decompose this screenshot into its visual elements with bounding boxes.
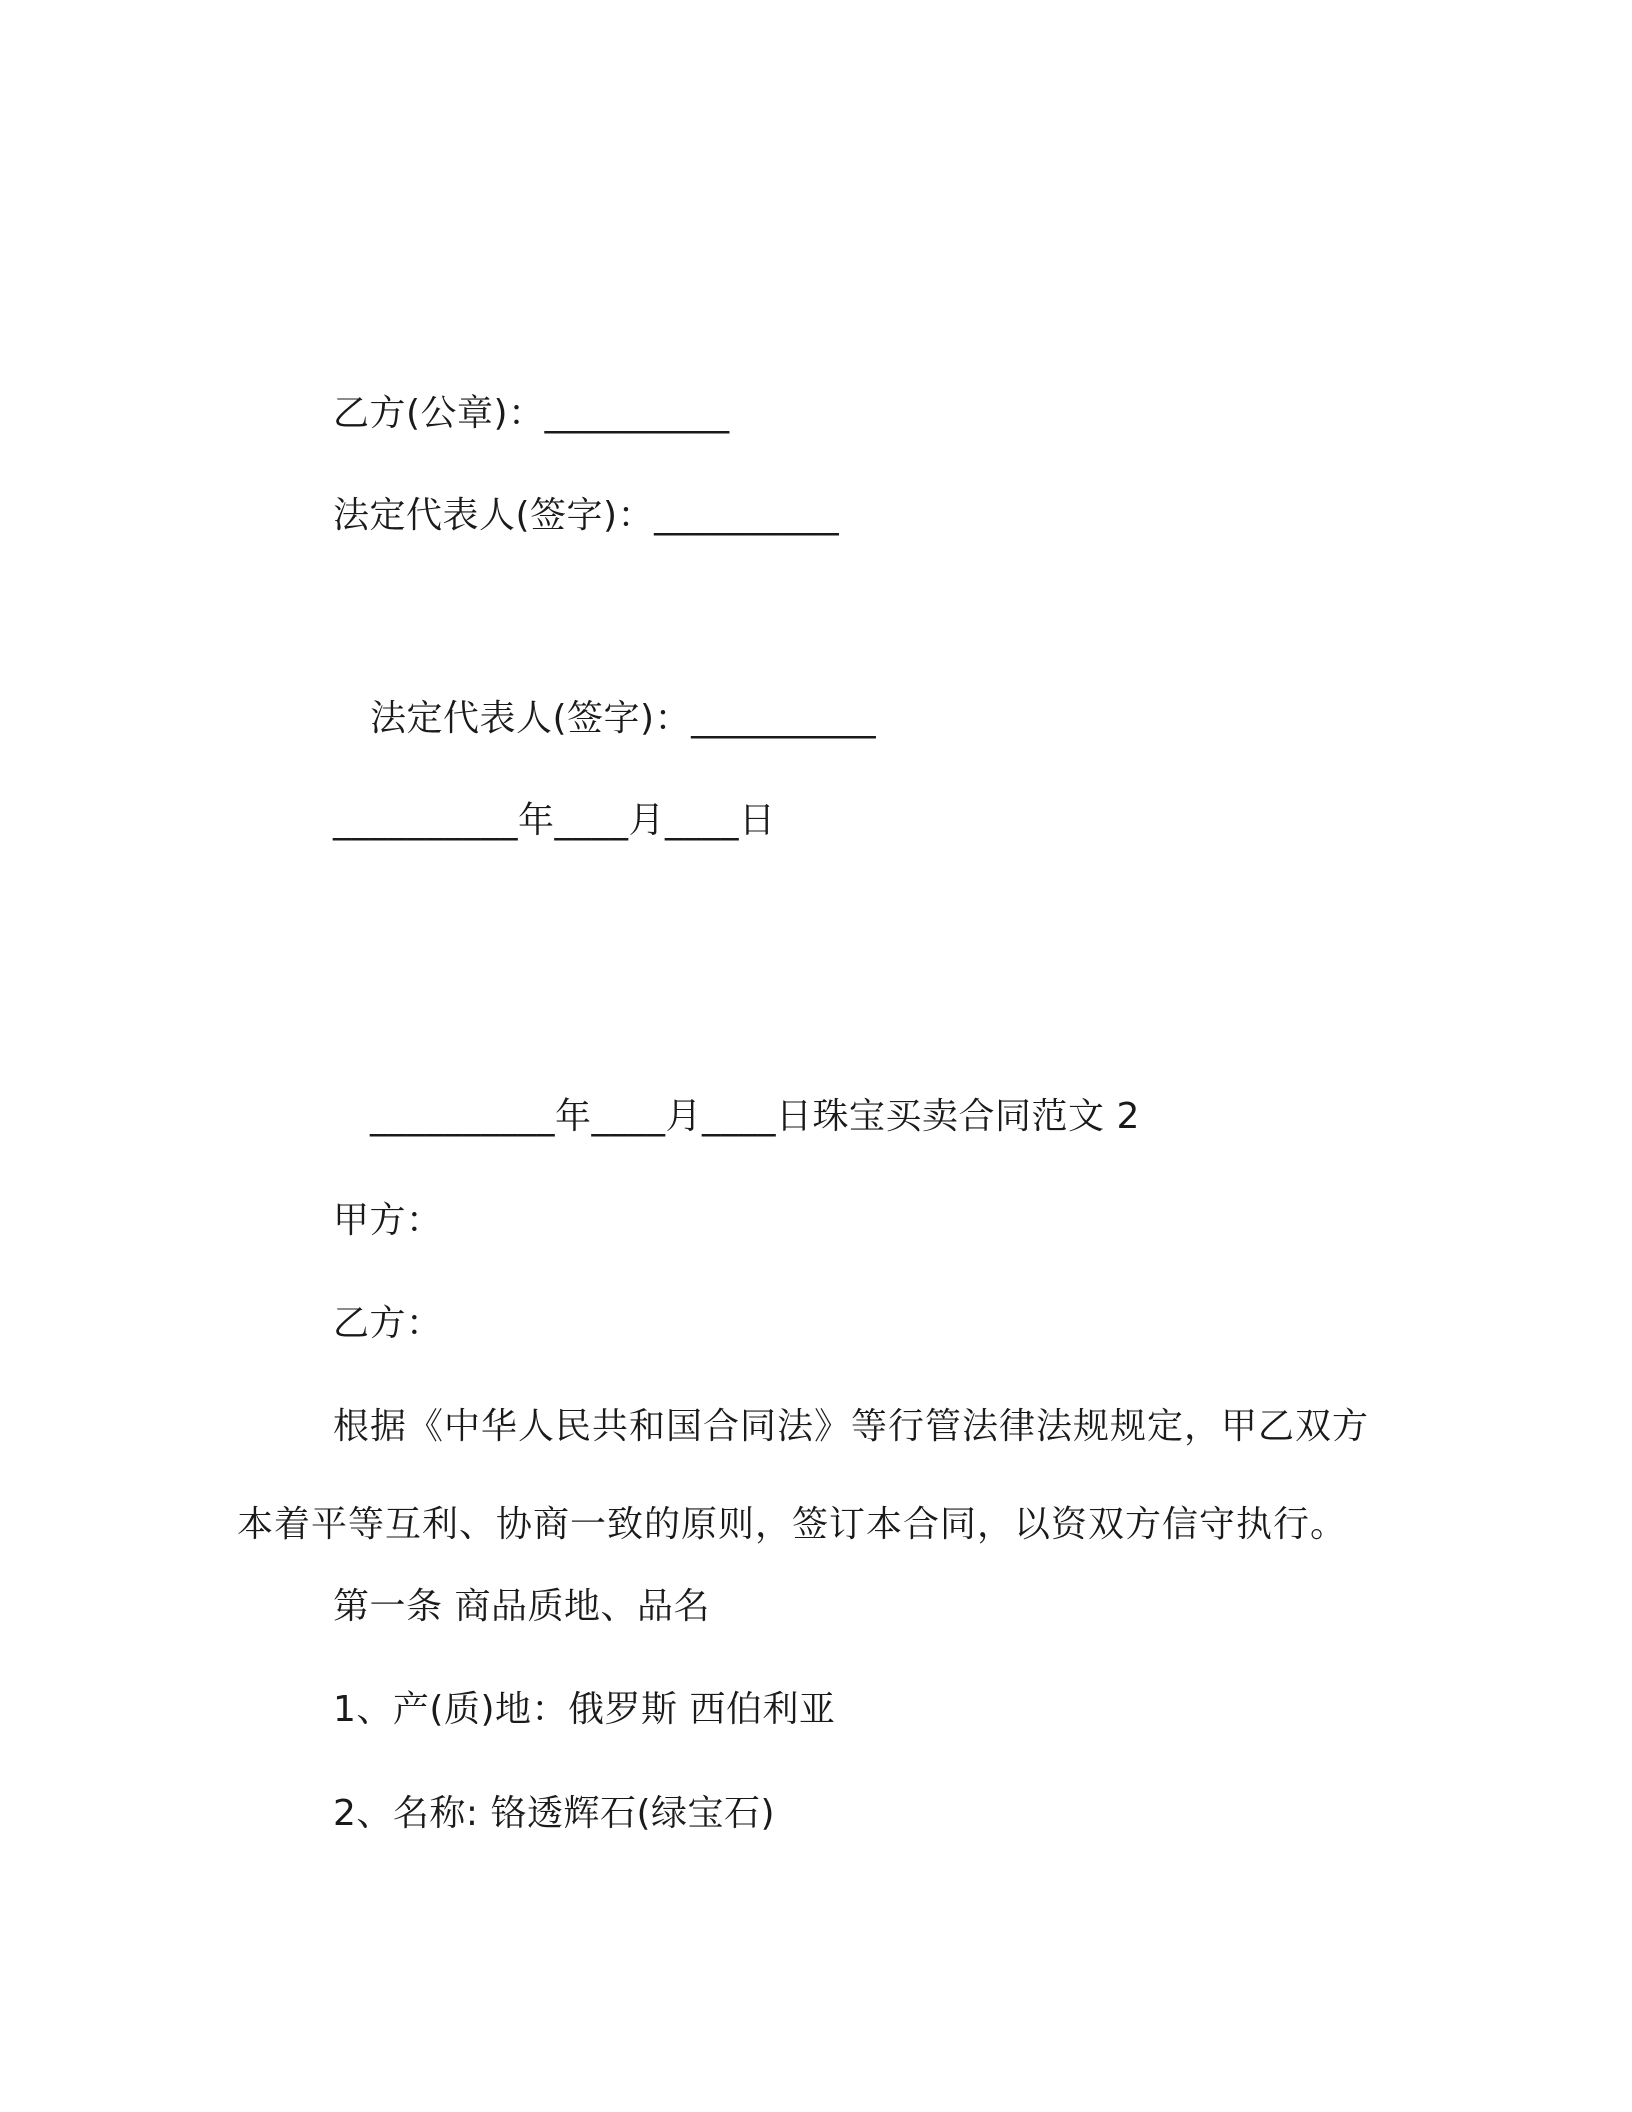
intro-paragraph: [237, 1378, 1377, 1574]
intro-paragraph-text: 根据《中华人民共和国合同法》等行管法律法规规定，甲乙双方本着平等互利、协商一致的原则，签订本合同，以资双方信守执行。: [237, 1406, 1370, 1545]
party-b-label: 乙方：: [333, 1303, 443, 1344]
party-b-seal-line: 乙方(公章)：__________: [333, 393, 730, 434]
legal-rep-signature-line-2: 法定代表人(签字)：__________: [370, 698, 877, 739]
item-2-name: 2、名称: 铬透辉石(绿宝石): [333, 1793, 776, 1834]
item-1-origin: 1、产(质)地：俄罗斯 西伯利亚: [333, 1689, 836, 1730]
article-1-heading: 第一条 商品质地、品名: [333, 1586, 710, 1627]
contract-title-line: __________年____月____日珠宝买卖合同范文 2: [370, 1096, 1140, 1137]
date-line: __________年____月____日: [333, 800, 776, 841]
legal-rep-signature-line: 法定代表人(签字)：__________: [333, 495, 840, 536]
party-a-label: 甲方：: [333, 1200, 443, 1241]
